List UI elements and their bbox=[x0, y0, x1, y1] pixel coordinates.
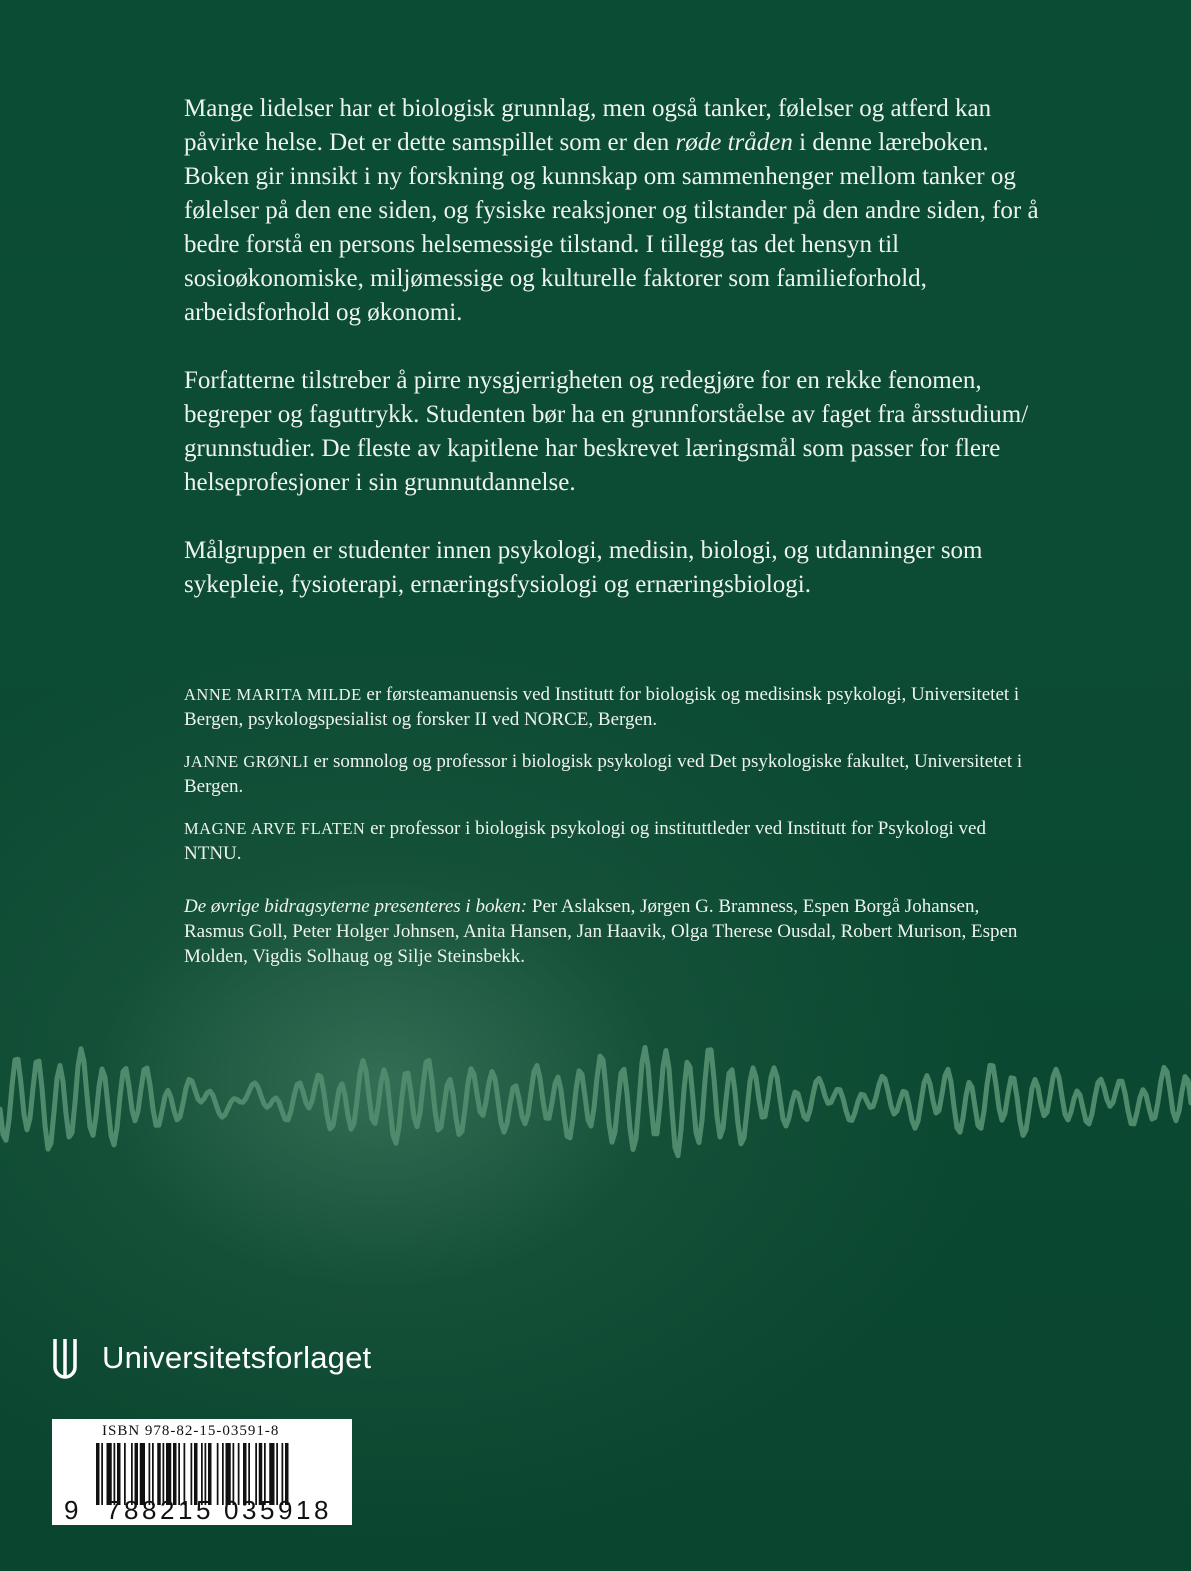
isbn-label: ISBN 978-82-15-03591-8 bbox=[102, 1423, 280, 1439]
ean-digit: 8 bbox=[142, 1495, 157, 1525]
author-bio: MAGNE ARVE FLATEN er professor i biologisk psykologi og instituttleder ved Institutt for Psykologi ved NTNU. bbox=[184, 818, 986, 864]
author-name: MAGNE ARVE FLATEN bbox=[184, 819, 366, 838]
ean-digit: 1 bbox=[178, 1495, 193, 1525]
contributors-names: Per Aslaksen, Jørgen G. Bramness, Espen Borgå Johansen, Rasmus Goll, Peter Holger Johnsen, Anita Hansen, Jan Haavik, Olga Therese Ousdal, Robert Murison, Espen Molden, Vigdis Solhaug og Silje Steinsbekk. bbox=[184, 896, 1018, 967]
author-name: JANNE GRØNLI bbox=[184, 752, 309, 771]
publisher bbox=[52, 1336, 371, 1380]
ean-digit: 9 bbox=[64, 1495, 79, 1525]
ean-digit: 5 bbox=[260, 1495, 275, 1525]
ean-digit: 3 bbox=[242, 1495, 257, 1525]
ean-digit: 1 bbox=[296, 1495, 311, 1525]
u-logo-icon bbox=[52, 1337, 78, 1379]
publisher-name: Universitetsforlaget bbox=[102, 1340, 372, 1375]
ean-digit: 9 bbox=[278, 1495, 293, 1525]
ean-digit: 8 bbox=[124, 1495, 139, 1525]
author-bio: ANNE MARITA MILDE er førsteamanuensis ved Institutt for biologisk og medisinsk psykologi, Universitetet i Bergen, psykologspesialist og forsker II ved NORCE, Bergen. bbox=[184, 684, 1020, 730]
signal-wave-graphic bbox=[0, 1030, 1191, 1190]
ean-digit: 5 bbox=[196, 1495, 211, 1525]
ean-digits bbox=[52, 1495, 352, 1523]
blurb-paragraph-2: Forfatterne tilstreber å pirre nysgjerrigheten og redegjøre for en rekke fenomen, begreper og faguttrykk. Studenten bør ha en grunnforståelse av faget fra årsstudium/ grunnstudier. De fleste av kapitlene har beskrevet læringsmål som passer for flere helseprofesjoner i sin grunnutdannelse. bbox=[184, 367, 1029, 496]
ean-digit: 7 bbox=[106, 1495, 121, 1525]
isbn-barcode bbox=[52, 1419, 352, 1525]
author-bio: JANNE GRØNLI er somnolog og professor i biologisk psykologi ved Det psykologiske fakultet, Universitetet i Bergen. bbox=[184, 751, 1023, 797]
emphasis-text: røde tråden bbox=[675, 129, 793, 156]
blurb bbox=[184, 92, 1044, 636]
ean-digit: 8 bbox=[314, 1495, 329, 1525]
author-bios bbox=[184, 682, 1044, 986]
contributors-intro: De øvrige bidragsyterne presenteres i boken: bbox=[184, 896, 528, 917]
author-name: ANNE MARITA MILDE bbox=[184, 685, 362, 704]
blurb-paragraph-3: Målgruppen er studenter innen psykologi, medisin, biologi, og utdanninger som sykepleie, fysioterapi, ernæringsfysiologi og ernæringsbiologi. bbox=[184, 537, 983, 598]
ean-digit: 2 bbox=[160, 1495, 175, 1525]
contributors bbox=[184, 894, 1044, 969]
ean-digit: 0 bbox=[224, 1495, 239, 1525]
blurb-paragraph-1: Mange lidelser har et biologisk grunnlag, men også tanker, følelser og atferd kan påvirke helse. Det er dette samspillet som er den røde tråden i denne læreboken. Boken gir innsikt i ny forskning og kunnskap om sammenhenger mellom tanker og følelser på den ene siden, og fysiske reaksjoner og tilstander på den andre siden, for å bedre forstå en persons helsemessige tilstand. I tillegg tas det hensyn til sosioøkonomiske, miljømessige og kulturelle faktorer som familieforhold, arbeidsforhold og økonomi. bbox=[184, 95, 1039, 326]
